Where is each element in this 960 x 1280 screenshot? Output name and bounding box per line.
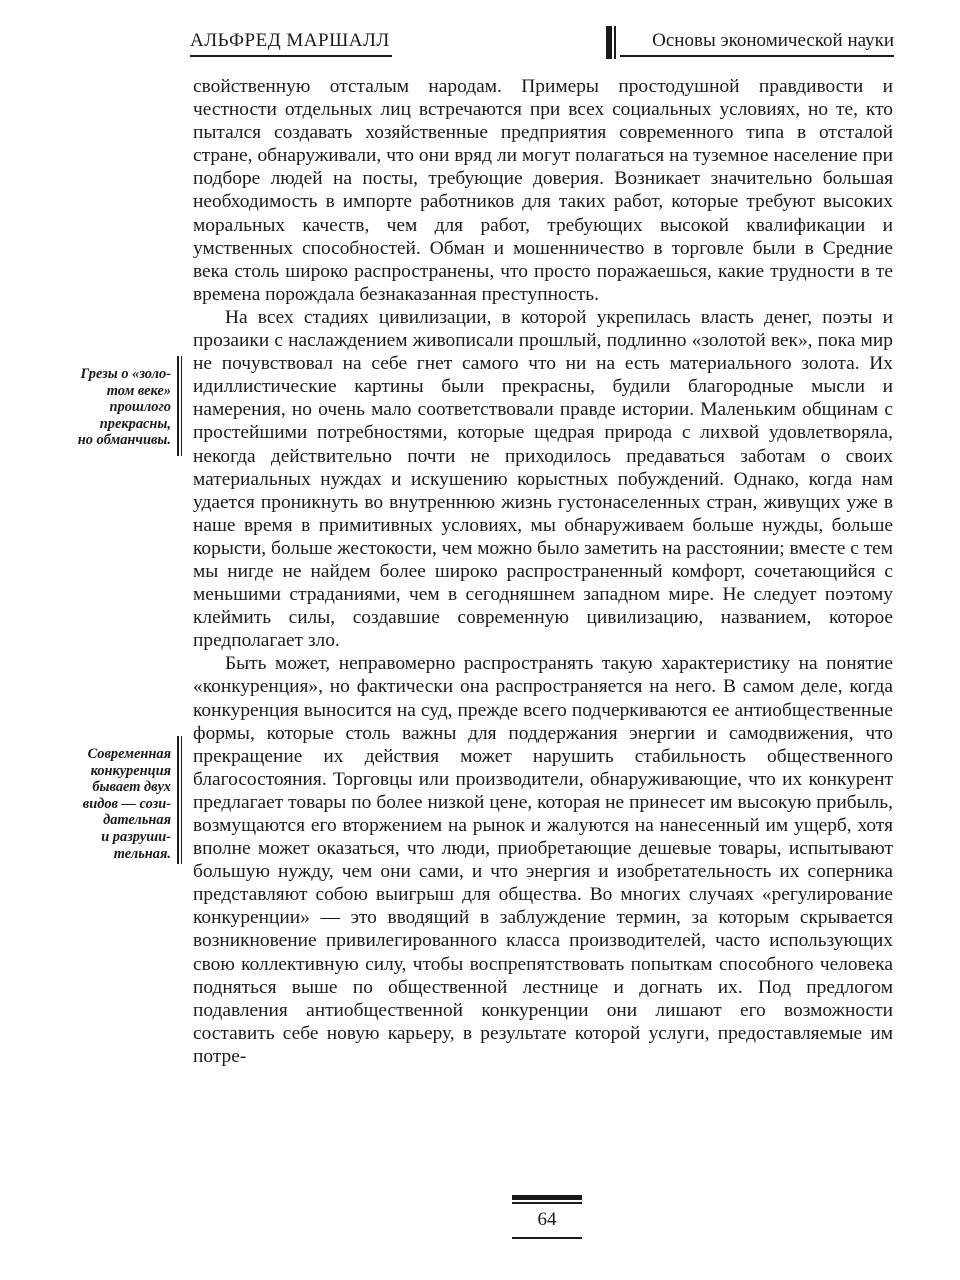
margin-note-golden-age: Грезы о «золо- том веке» прошлого прекрасны, но обманчивы. xyxy=(77,366,171,449)
header-book-title: Основы экономической науки xyxy=(652,30,894,51)
header-divider-thin xyxy=(614,26,616,59)
footer-rule-bottom xyxy=(512,1237,582,1239)
margin-note-bar xyxy=(177,736,179,864)
margin-note-competition: Современная конкуренция бывает двух видов — сози- дательная и разруши- тельная. xyxy=(82,746,171,862)
page-number: 64 xyxy=(537,1209,557,1230)
header-author: АЛЬФРЕД МАРШАЛЛ xyxy=(190,30,390,51)
paragraph: На всех стадиях цивилизации, в которой укрепилась власть денег, поэты и прозаики с наслаждением живописали прошлый, подлинно «золотой век», пока мир не почувствовал на себе гнет самого что ни на есть материального золота. Их идиллистические картины были прекрасны, будили благородные мысли и намерения, но очень мало соответствовали правде истории. Маленьким общинам с простейшими потребностями, которые щедрая природа с лихвой удовлетворяла, некогда действительно почти не приходилось предаваться заботам о своих материальных нуждах и искушению корыстных побуждений. Однако, когда нам удается проникнуть во внутреннюю жизнь густонаселенных стран, живущих уже в наше время в примитивных условиях, мы обнаруживаем больше нужды, больше корысти, больше жестокости, чем можно было заметить на расстоянии; вместе с тем мы нигде не найдем более широко распространенный комфорт, сочетающийся с меньшими страданиями, чем в сегодняшнем западном мире. Не следует поэтому клеймить силы, создавшие современную цивилизацию, названием, которое предполагает зло. xyxy=(193,306,893,652)
footer-rule-thin xyxy=(512,1202,582,1204)
header-rule-right xyxy=(620,55,894,57)
header-rule-left xyxy=(190,55,392,57)
header-divider xyxy=(606,26,612,59)
margin-note-bar-thin xyxy=(181,736,182,864)
paragraph: свойственную отсталым народам. Примеры простодушной правдивости и честности отдельных лиц встречаются при всех социальных условиях, но те, кто пытался создавать хозяйственные предприятия современного типа в отсталой стране, обнаруживали, что они вряд ли могут полагаться на туземное население при подборе людей на посты, требующие доверия. Возникает значительно большая необходимость в импорте работников для таких работ, которые требуют высоких моральных качеств, чем для работ, требующих высокой квалификации и умственных способностей. Обман и мошенничество в торговле были в Средние века столь широко распространены, что просто поражаешься, какие трудности в те времена порождала безнаказанная преступность. xyxy=(193,76,893,305)
running-header xyxy=(190,26,894,60)
paragraph: Быть может, неправомерно распространять такую характеристику на понятие «конкуренция», но фактически она распространяется на него. В самом деле, когда конкуренция выносится на суд, прежде всего подчеркиваются ее антиобщественные формы, которые столь важны для поддержания энергии и самодвижения, что прекращение их действия может нарушить стабильность общественного благосостояния. Торговцы или производители, обнаруживающие, что их конкурент предлагает товары по более низкой цене, которая не принесет им высокую прибыль, возмущаются его вторжением на рынок и жалуются на нанесенный им ущерб, хотя вполне может оказаться, что люди, приобретающие дешевые товары, испытывают большую нужду, чем они сами, и что энергия и изобретательность их соперника представляют собою выигрыш для общества. Во многих случаях «регулирование конкуренции» — это вводящий в заблуждение термин, за которым скрывается возникновение привилегированного класса производителей, часто использующих свою коллективную силу, чтобы воспрепятствовать попыткам способного человека подняться выше по общественной лестнице и догнать их. Под предлогом подавления антиобщественной конкуренции они лишают его возможности составить себе новую карьеру, в результате которой услуги, предоставляемые им потре- xyxy=(193,653,893,1067)
footer-rule-thick xyxy=(512,1195,582,1200)
margin-note-bar-thin xyxy=(181,356,182,456)
margin-note-bar xyxy=(177,356,179,456)
main-text xyxy=(193,75,893,1068)
